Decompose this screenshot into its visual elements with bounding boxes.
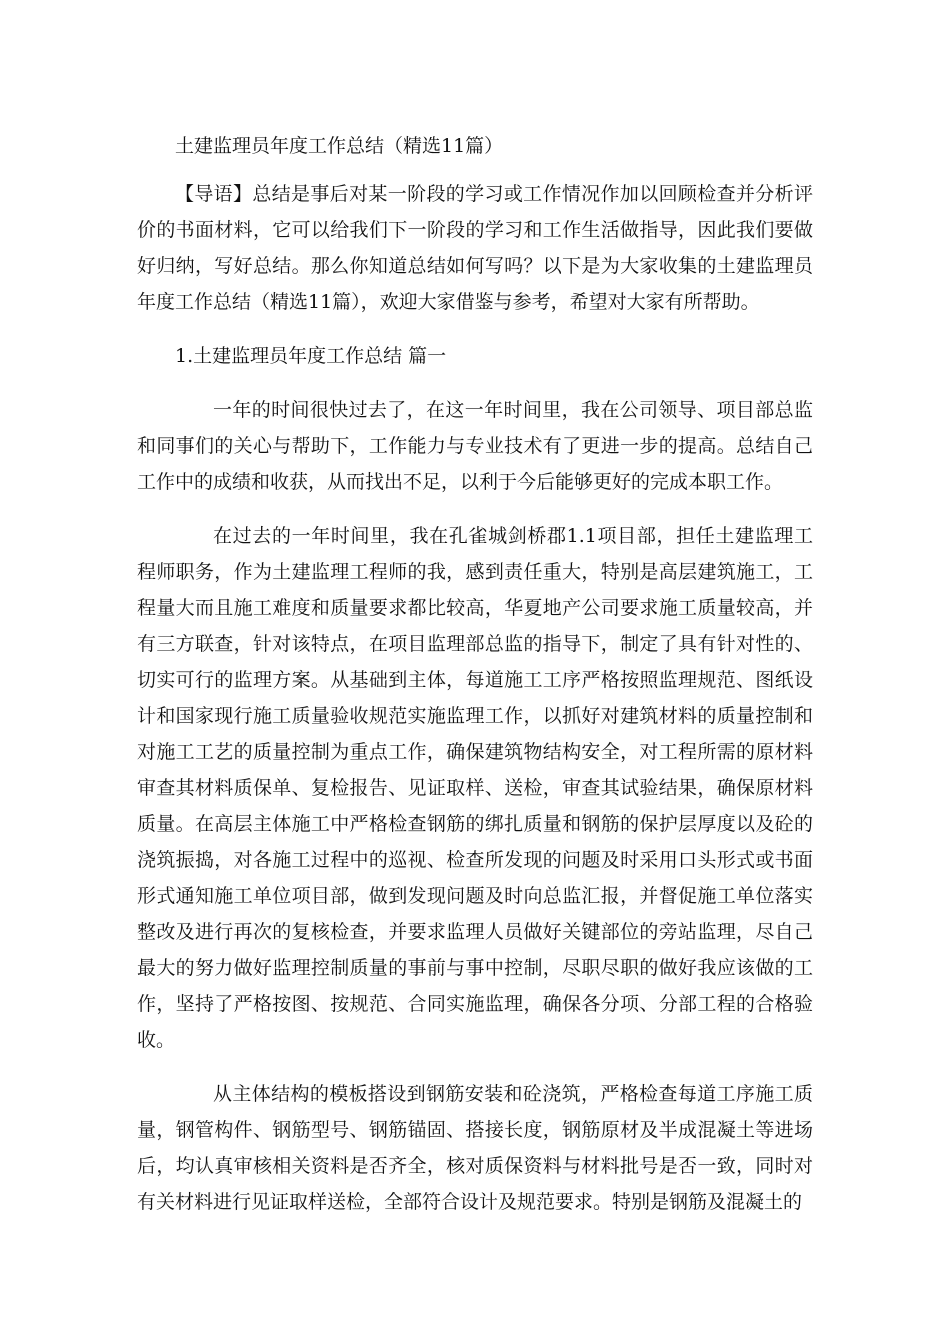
intro-paragraph: 【导语】总结是事后对某一阶段的学习或工作情况作加以回顾检查并分析评价的书面材料，它可以给我们下一阶段的学习和工作生活做指导，因此我们要做好归纳，写好总结。那么你知道总结如何写吗？以下是为大家收集的土建监理员年度工作总结（精选11篇），欢迎大家借鉴与参考，希望对大家有所帮助。: [137, 183, 813, 313]
body-paragraph-1: 一年的时间很快过去了，在这一年时间里，我在公司领导、项目部总监和同事们的关心与帮助下，工作能力与专业技术有了更进一步的提高。总结自己工作中的成绩和收获，从而找出不足，以利于今后能够更好的完成本职工作。: [137, 399, 813, 493]
body-paragraph-2: 在过去的一年时间里，我在孔雀城剑桥郡1.1项目部，担任土建监理工程师职务，作为土建监理工程师的我，感到责任重大，特别是高层建筑施工，工程量大而且施工难度和质量要求都比较高，华夏地产公司要求施工质量较高，并有三方联查，针对该特点，在项目监理部总监的指导下，制定了具有针对性的、切实可行的监理方案。从基础到主体，每道施工工序严格按照监理规范、图纸设计和国家现行施工质量验收规范实施监理工作，以抓好对建筑材料的质量控制和对施工工艺的质量控制为重点工作，确保建筑物结构安全，对工程所需的原材料审查其材料质保单、复检报告、见证取样、送检，审查其试验结果，确保原材料质量。在高层主体施工中严格检查钢筋的绑扎质量和钢筋的保护层厚度以及砼的浇筑振捣，对各施工过程中的巡视、检查所发现的问题及时采用口头形式或书面形式通知施工单位项目部，做到发现问题及时向总监汇报，并督促施工单位落实整改及进行再次的复核检查，并要求监理人员做好关键部位的旁站监理，尽自己最大的努力做好监理控制质量的事前与事中控制，尽职尽职的做好我应该做的工作，坚持了严格按图、按规范、合同实施监理，确保各分项、分部工程的合格验收。: [137, 525, 813, 1051]
document-body: [137, 128, 813, 1238]
document-title: 土建监理员年度工作总结（精选11篇）: [175, 135, 504, 157]
body-paragraph-3: 从主体结构的模板搭设到钢筋安装和砼浇筑，严格检查每道工序施工质量，钢管构件、钢筋型号、钢筋锚固、搭接长度，钢筋原材及半成混凝土等进场后，均认真审核相关资料是否齐全，核对质保资料与材料批号是否一致，同时对有关材料进行见证取样送检，全部符合设计及规范要求。特别是钢筋及混凝土的: [137, 1083, 813, 1213]
section-heading: 1.土建监理员年度工作总结 篇一: [175, 345, 447, 367]
